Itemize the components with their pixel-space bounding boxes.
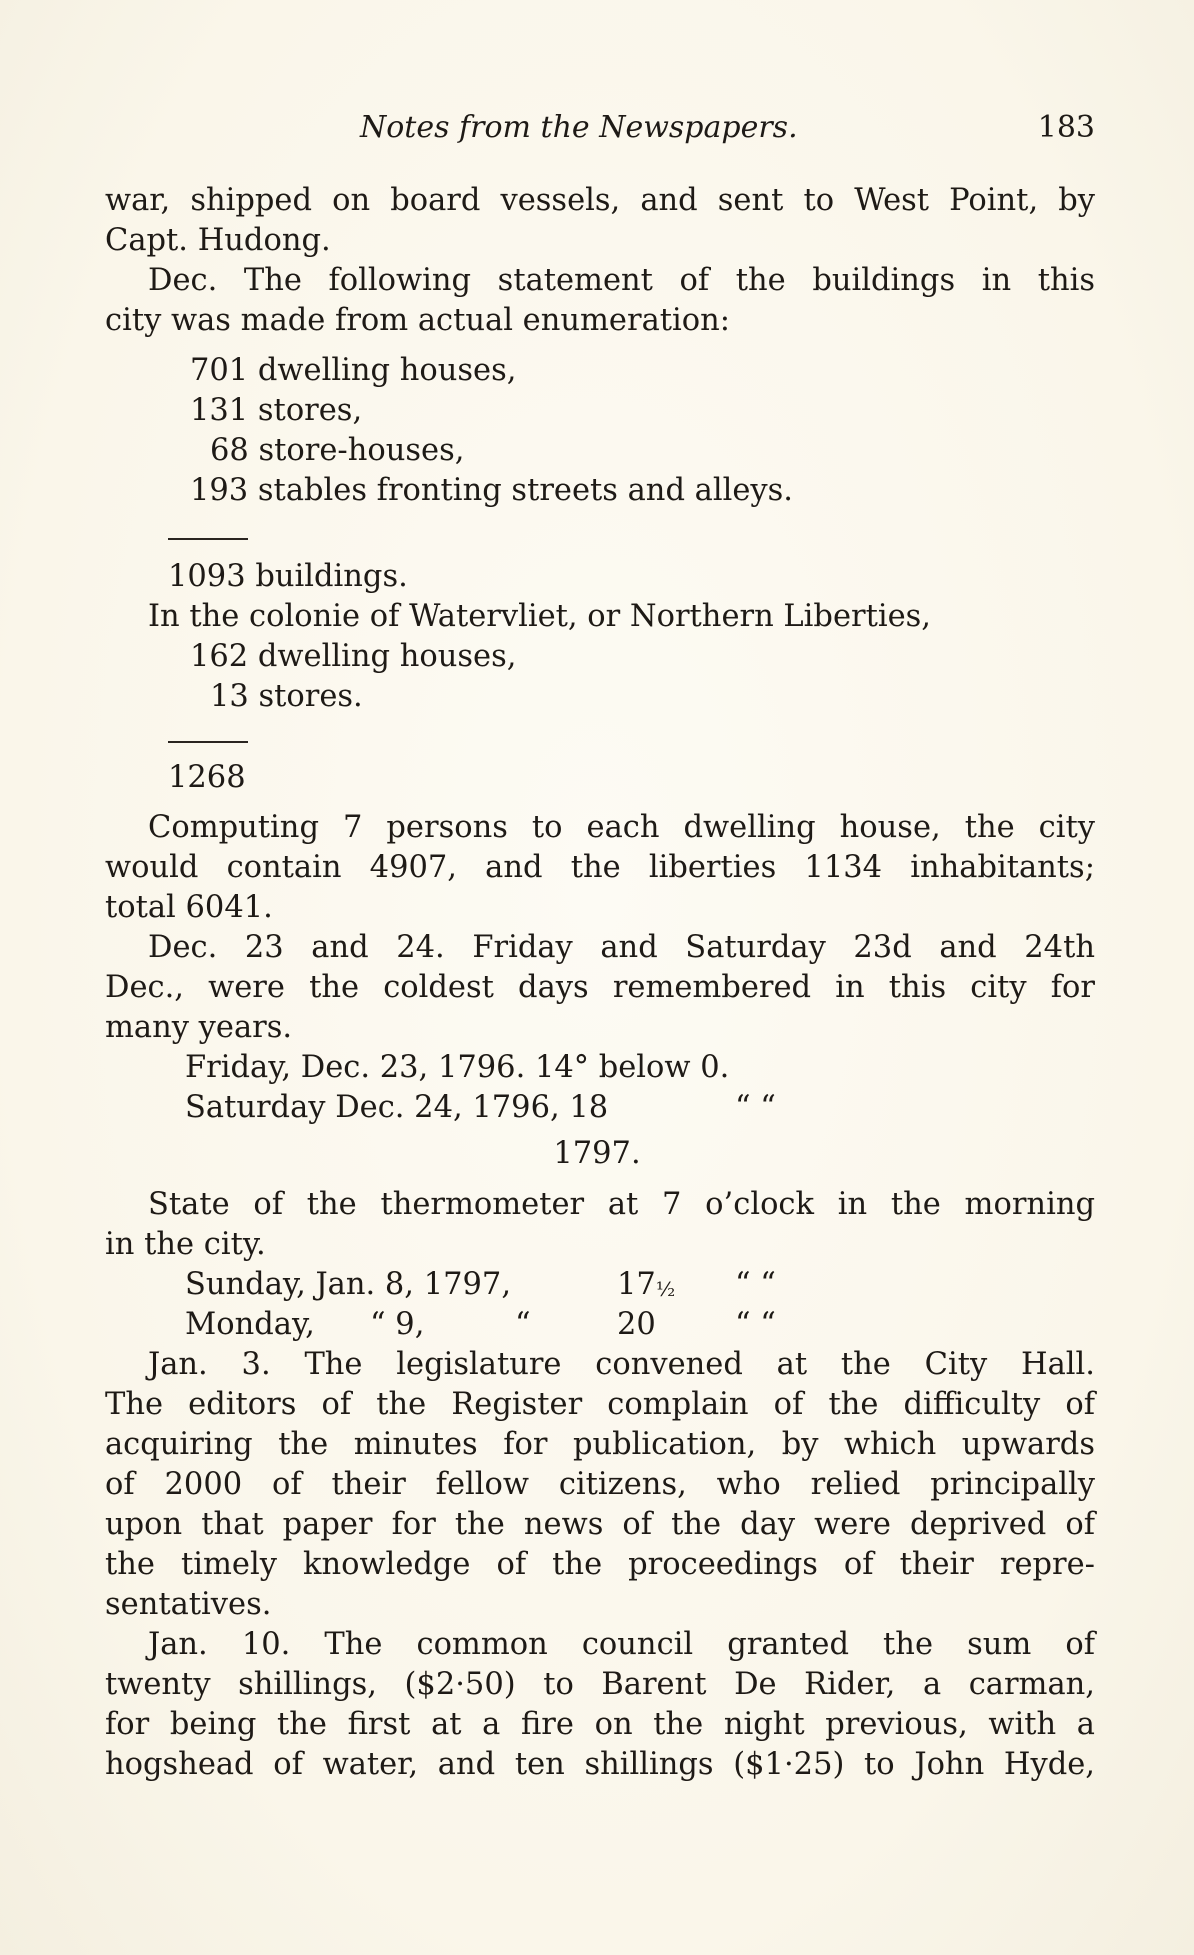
- text-line: for being the first at a fire on the night previous, with a: [105, 1707, 1095, 1742]
- text-line: war, shipped on board vessels, and sent to West Point, by: [105, 183, 1095, 218]
- text-line: in the city.: [105, 1227, 266, 1262]
- text-line: In the colonie of Watervliet, or Northern Liberties,: [148, 599, 931, 634]
- temperature-row: [185, 1088, 776, 1128]
- page-number: 183: [1037, 110, 1095, 145]
- ditto-marks: “ “: [735, 1307, 776, 1342]
- text-line: hogshead of water, and ten shillings ($1·25) to John Hyde,: [105, 1747, 1095, 1782]
- text-line: many years.: [105, 1010, 293, 1045]
- sum-line: 1268: [168, 760, 246, 795]
- text-line: Jan. 10. The common council granted the sum of: [148, 1627, 1095, 1662]
- temperature-value: [617, 1265, 675, 1309]
- running-header: [105, 110, 1095, 156]
- text-line: city was made from actual enumeration:: [105, 303, 731, 338]
- ditto-year: “: [515, 1307, 531, 1342]
- temperature-value: 20: [617, 1307, 656, 1342]
- temperature-date: Saturday Dec. 24, 1796, 18: [185, 1090, 609, 1125]
- text-line: Jan. 3. The legislature convened at the City Hall.: [148, 1347, 1095, 1382]
- text-line: acquiring the minutes for publication, by which upwards: [105, 1427, 1095, 1462]
- year-heading: 1797.: [553, 1136, 641, 1171]
- text-line: of 2000 of their fellow citizens, who relied principally: [105, 1467, 1095, 1502]
- sum-line: 1093 buildings.: [168, 559, 408, 594]
- count-line: 131 stores,: [190, 393, 363, 428]
- text-line: Dec., were the coldest days remembered in this city for: [105, 970, 1095, 1005]
- ditto-marks: “ “: [735, 1090, 776, 1125]
- text-line: total 6041.: [105, 890, 273, 925]
- text-line: Dec. 23 and 24. Friday and Saturday 23d and 24th: [148, 930, 1095, 965]
- temperature-date: Sunday, Jan. 8, 1797,: [185, 1267, 512, 1302]
- text-line: Dec. The following statement of the buildings in this: [148, 263, 1095, 298]
- ditto-date: “ 9,: [370, 1307, 425, 1342]
- text-line: the timely knowledge of the proceedings of their repre-: [105, 1547, 1095, 1582]
- count-line: 193 stables fronting streets and alleys.: [190, 473, 793, 508]
- count-line: 13 stores.: [210, 679, 363, 714]
- text-line: twenty shillings, ($2·50) to Barent De Rider, a carman,: [105, 1667, 1095, 1702]
- running-title: Notes from the Newspapers.: [360, 110, 798, 145]
- text-line: would contain 4907, and the liberties 1134 inhabitants;: [105, 850, 1095, 885]
- text-line: sentatives.: [105, 1587, 272, 1622]
- temperature-row: Friday, Dec. 23, 1796. 14° below 0.: [185, 1050, 730, 1085]
- count-line: 701 dwelling houses,: [190, 353, 517, 388]
- temperature-whole: 17: [617, 1267, 656, 1302]
- temperature-row: [185, 1305, 835, 1345]
- text-line: State of the thermometer at 7 o’clock in the morning: [148, 1187, 1095, 1222]
- ditto-marks: “ “: [735, 1267, 776, 1302]
- text-line: Capt. Hudong.: [105, 223, 331, 258]
- temperature-fraction: ½: [655, 1277, 676, 1301]
- temperature-day: Monday,: [185, 1307, 315, 1342]
- text-line: The editors of the Register complain of the difficulty of: [105, 1387, 1095, 1422]
- temperature-row: [185, 1265, 835, 1305]
- count-line: 68 store-houses,: [210, 433, 465, 468]
- count-line: 162 dwelling houses,: [190, 639, 517, 674]
- sum-rule: [168, 741, 248, 743]
- text-line: Computing 7 persons to each dwelling house, the city: [148, 810, 1095, 845]
- sum-rule: [168, 538, 248, 540]
- text-line: upon that paper for the news of the day were deprived of: [105, 1507, 1095, 1542]
